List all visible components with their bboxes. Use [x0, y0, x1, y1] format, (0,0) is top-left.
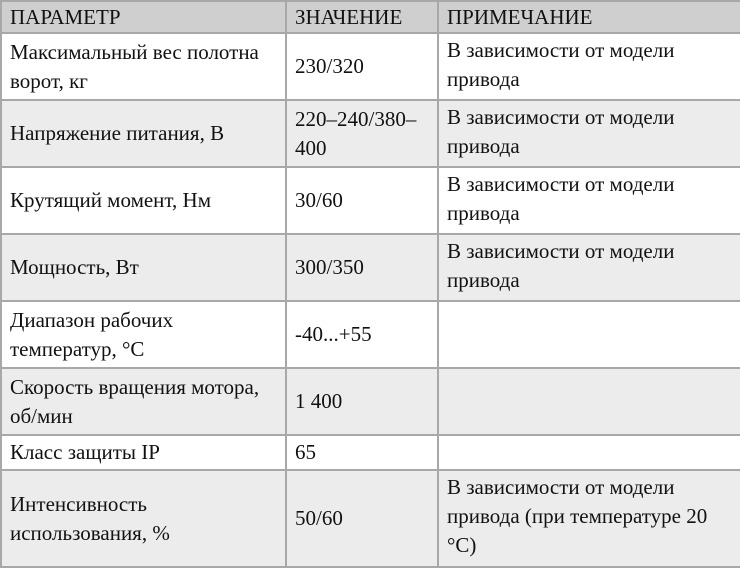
table-row: [1, 368, 740, 435]
note-cell: В зависимости от модели привода: [438, 234, 740, 301]
param-cell: Диапазон рабочих температур, °С: [1, 301, 286, 368]
table-row: [1, 435, 740, 470]
param-cell: Скорость вращения мотора, об/мин: [1, 368, 286, 435]
note-cell: [438, 435, 740, 470]
table-row: [1, 100, 740, 167]
note-cell: В зависимости от модели привода: [438, 33, 740, 100]
param-cell: Класс защиты IP: [1, 435, 286, 470]
table-row: [1, 470, 740, 567]
value-cell: 220–240/380–400: [286, 100, 438, 167]
table-row: [1, 301, 740, 368]
note-cell: [438, 368, 740, 435]
table-header-row: [1, 1, 740, 33]
param-cell: Мощность, Вт: [1, 234, 286, 301]
column-header-note: ПРИМЕЧАНИЕ: [438, 1, 740, 33]
note-cell: [438, 301, 740, 368]
note-cell: В зависимости от модели привода: [438, 167, 740, 234]
param-cell: Крутящий момент, Нм: [1, 167, 286, 234]
note-cell: В зависимости от модели привода: [438, 100, 740, 167]
param-cell: Интенсивность использования, %: [1, 470, 286, 567]
value-cell: 50/60: [286, 470, 438, 567]
value-cell: -40...+55: [286, 301, 438, 368]
table-row: [1, 234, 740, 301]
column-header-param: ПАРАМЕТР: [1, 1, 286, 33]
column-header-value: ЗНАЧЕНИЕ: [286, 1, 438, 33]
param-cell: Напряжение питания, В: [1, 100, 286, 167]
param-cell: Максимальный вес полотна ворот, кг: [1, 33, 286, 100]
value-cell: 1 400: [286, 368, 438, 435]
table-row: [1, 167, 740, 234]
value-cell: 300/350: [286, 234, 438, 301]
value-cell: 230/320: [286, 33, 438, 100]
note-cell: В зависимости от модели привода (при температуре 20 °С): [438, 470, 740, 567]
value-cell: 65: [286, 435, 438, 470]
value-cell: 30/60: [286, 167, 438, 234]
table-row: [1, 33, 740, 100]
